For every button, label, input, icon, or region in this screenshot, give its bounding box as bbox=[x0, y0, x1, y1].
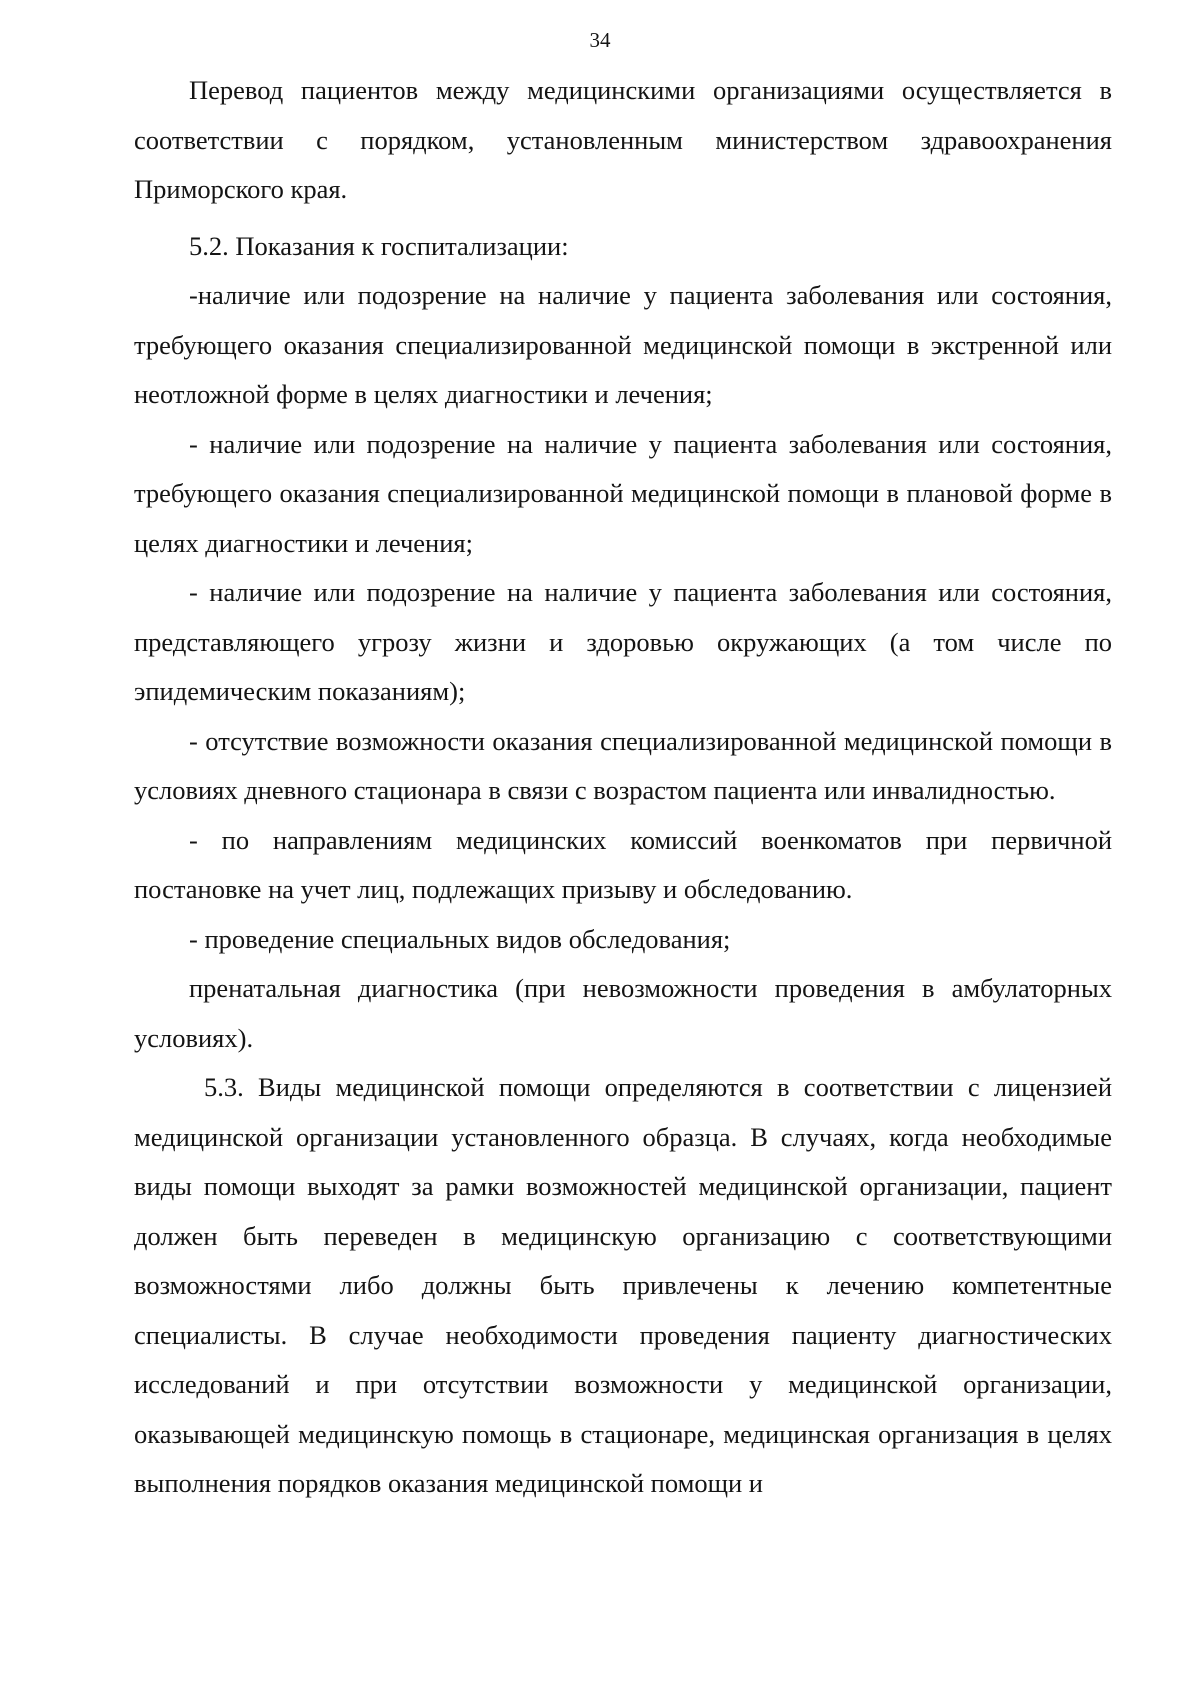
paragraph-section-5-2-heading: 5.2. Показания к госпитализации: bbox=[189, 230, 569, 261]
list-item-epidemic-threat: - наличие или подозрение на наличие у пациента заболевания или состояния, представляющего угрозу жизни и здоровью окружающих (а том числе по эпидемическим показаниям); bbox=[134, 577, 1112, 706]
paragraph-section-5-3: 5.3. Виды медицинской помощи определяются в соответствии с лицензией медицинской организации установленного образца. В случаях, когда необходимые виды помощи выходят за рамки возможностей медицинской организации, пациент должен быть переведен в медицинскую организацию с соответствующими возможностями либо должны быть привлечены к лечению компетентные специалисты. В случае необходимости проведения пациенту диагностических исследований и при отсутствии возможности у медицинской организации, оказывающей медицинскую помощь в стационаре, медицинская организация в целях выполнения порядков оказания медицинской помощи и bbox=[134, 1072, 1112, 1498]
list-item-military-commission: - по направлениям медицинских комиссий военкоматов при первичной постановке на учет лиц, подлежащих призыву и обследованию. bbox=[134, 824, 1112, 904]
list-item-day-hospital-unavailable: - отсутствие возможности оказания специализированной медицинской помощи в условиях дневного стационара в связи с возрастом пациента или инвалидностью. bbox=[134, 725, 1112, 805]
page-number: 34 bbox=[589, 28, 611, 52]
list-item-special-examination: - проведение специальных видов обследования; bbox=[189, 923, 731, 954]
list-item-prenatal-diagnostics: пренатальная диагностика (при невозможности проведения в амбулаторных условиях). bbox=[134, 973, 1112, 1053]
paragraph-patient-transfer: Перевод пациентов между медицинскими организациями осуществляется в соответствии с порядком, установленным министерством здравоохранения Приморского края. bbox=[134, 75, 1112, 204]
list-item-planned-hospitalization: - наличие или подозрение на наличие у пациента заболевания или состояния, требующего оказания специализированной медицинской помощи в плановой форме в целях диагностики и лечения; bbox=[134, 428, 1112, 558]
list-item-emergency-hospitalization: -наличие или подозрение на наличие у пациента заболевания или состояния, требующего оказания специализированной медицинской помощи в экстренной или неотложной форме в целях диагностики и лечения; bbox=[134, 280, 1112, 409]
document-body bbox=[134, 66, 1112, 1509]
